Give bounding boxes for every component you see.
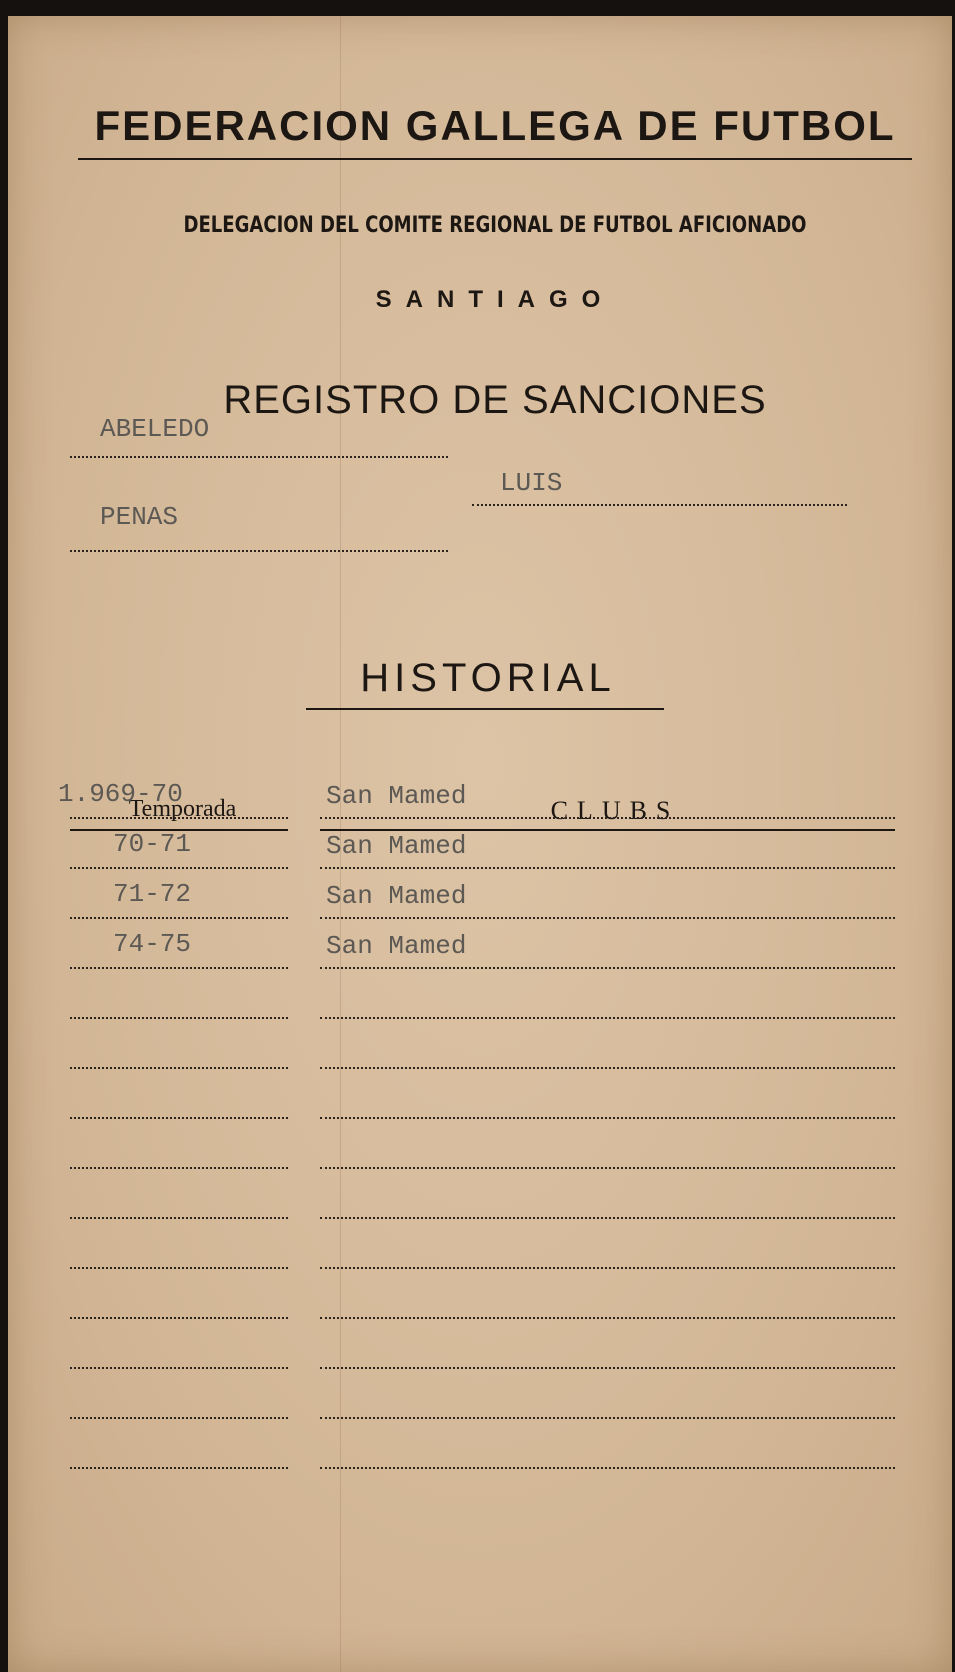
- season-line: [70, 917, 288, 919]
- club-value: San Mamed: [326, 831, 467, 861]
- table-row: [8, 771, 952, 821]
- season-value: 70-71: [113, 829, 192, 859]
- table-row: [8, 1171, 952, 1221]
- club-line: [320, 1417, 895, 1419]
- club-line: [320, 1167, 895, 1169]
- club-line: [320, 817, 895, 819]
- club-value: San Mamed: [326, 781, 467, 811]
- season-line: [70, 1167, 288, 1169]
- first-name-value: LUIS: [500, 468, 563, 498]
- season-line: [70, 1267, 288, 1269]
- season-line: [70, 867, 288, 869]
- history-underline: [306, 708, 664, 710]
- surname2-line: [70, 550, 448, 552]
- season-line: [70, 1017, 288, 1019]
- clubs-column-header: CLUBS: [550, 796, 680, 825]
- club-line: [320, 1317, 895, 1319]
- federation-title: FEDERACION GALLEGA DE FUTBOL: [94, 102, 896, 149]
- table-row: [8, 871, 952, 921]
- table-row: [8, 1221, 952, 1271]
- title-underline: [78, 158, 912, 160]
- city-heading: SANTIAGO: [375, 286, 615, 313]
- season-value: 1.969-70: [58, 779, 183, 809]
- season-column-header: Temporada: [128, 796, 237, 822]
- table-row: [8, 1421, 952, 1471]
- table-row: [8, 971, 952, 1021]
- season-line: [70, 1067, 288, 1069]
- club-line: [320, 1267, 895, 1269]
- season-line: [70, 1317, 288, 1319]
- table-row: [8, 821, 952, 871]
- club-line: [320, 867, 895, 869]
- register-title: REGISTRO DE SANCIONES: [223, 378, 767, 422]
- surname1-line: [70, 456, 448, 458]
- club-line: [320, 1017, 895, 1019]
- club-line: [320, 1067, 895, 1069]
- season-value: 74-75: [113, 929, 192, 959]
- registration-card: [8, 16, 952, 1672]
- club-value: San Mamed: [326, 881, 467, 911]
- season-line: [70, 967, 288, 969]
- club-line: [320, 1217, 895, 1219]
- club-line: [320, 1467, 895, 1469]
- table-row: [8, 1371, 952, 1421]
- club-line: [320, 967, 895, 969]
- table-row: [8, 1271, 952, 1321]
- table-row: [8, 1021, 952, 1071]
- club-line: [320, 1367, 895, 1369]
- first-name-line: [472, 504, 847, 506]
- club-line: [320, 1117, 895, 1119]
- season-value: 71-72: [113, 879, 192, 909]
- club-value: San Mamed: [326, 931, 467, 961]
- season-line: [70, 1467, 288, 1469]
- history-title: HISTORIAL: [360, 656, 616, 700]
- table-row: [8, 1321, 952, 1371]
- season-line: [70, 1417, 288, 1419]
- delegation-subtitle: DELEGACION DEL COMITE REGIONAL DE FUTBOL AFICIONADO: [183, 213, 807, 238]
- table-row: [8, 1071, 952, 1121]
- season-line: [70, 817, 288, 819]
- surname1-value: ABELEDO: [100, 414, 210, 444]
- surname2-value: PENAS: [100, 502, 179, 532]
- table-row: [8, 1121, 952, 1171]
- season-line: [70, 1117, 288, 1119]
- table-row: [8, 921, 952, 971]
- season-line: [70, 1217, 288, 1219]
- club-line: [320, 917, 895, 919]
- season-line: [70, 1367, 288, 1369]
